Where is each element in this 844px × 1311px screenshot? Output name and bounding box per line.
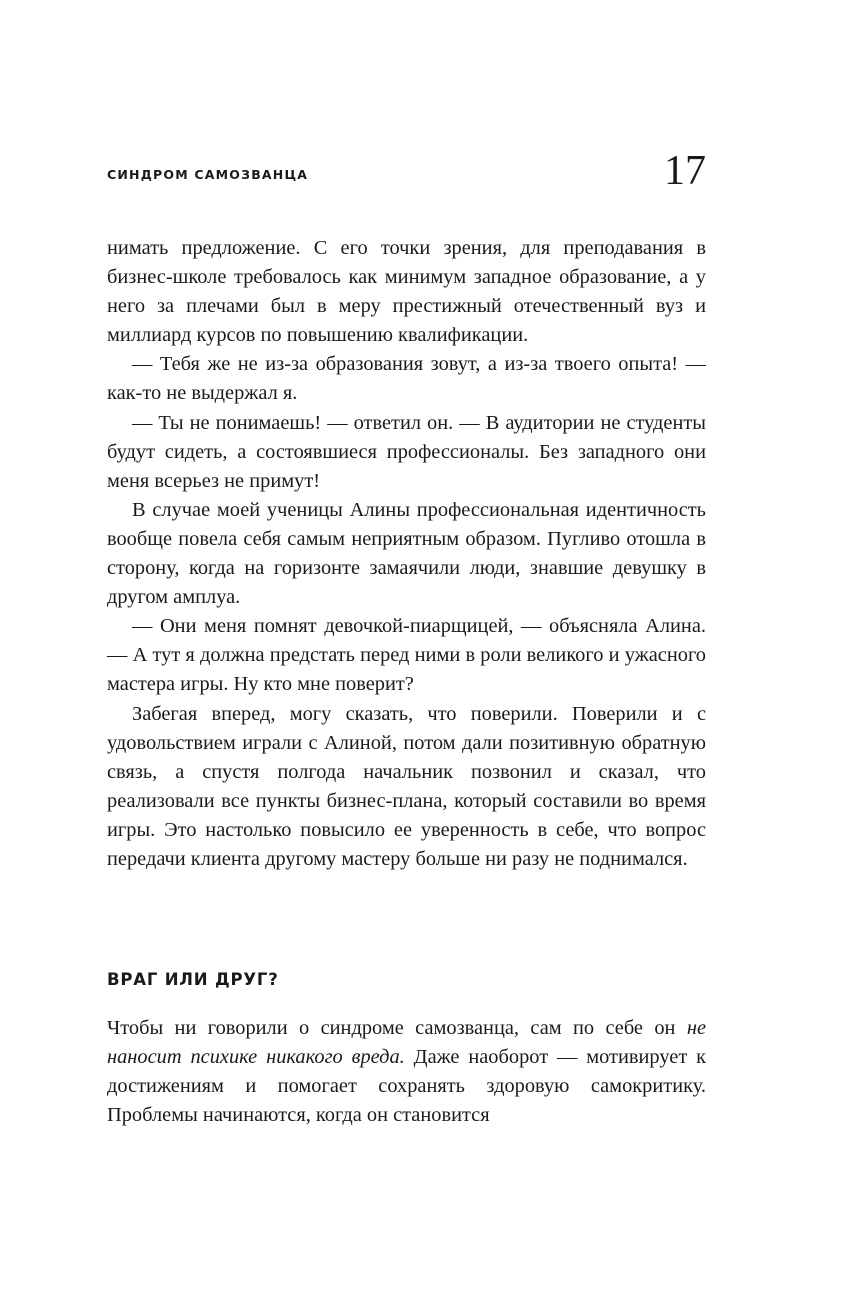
paragraph: — Они меня помнят девочкой-пиарщицей, — объясняла Алина. — А тут я должна предстать перед ними в роли великого и ужасного мастера игры. Ну кто мне поверит? — [107, 615, 706, 696]
running-head: СИНДРОМ САМОЗВАНЦА — [107, 167, 309, 182]
paragraph: — Ты не понимаешь! — ответил он. — В аудитории не студенты будут сидеть, а состоявшиеся профессионалы. Без западного они меня всерьез не примут! — [107, 411, 706, 492]
paragraph — [107, 1014, 706, 1130]
section2-body — [107, 1014, 706, 1130]
section-heading: ВРАГ ИЛИ ДРУГ? — [107, 970, 279, 989]
paragraph: Забегая вперед, могу сказать, что поверили. Поверили и с удовольствием играли с Алиной, потом дали позитивную обратную связь, а спустя полгода начальник позвонил и сказал, что реализовали все пункты бизнес-плана, который составили во время игры. Это настолько повысило ее уверенность в себе, что вопрос передачи клиента другому мастеру больше ни разу не поднимался. — [107, 702, 706, 870]
section-body — [107, 234, 706, 874]
paragraph: нимать предложение. С его точки зрения, для преподавания в бизнес-школе требовалось как минимум западное образование, а у него за плечами был в меру престижный отечественный вуз и миллиард курсов по повышению квалификации. — [107, 237, 706, 347]
paragraph: — Тебя же не из-за образования зовут, а из-за твоего опыта! — как-то не выдержал я. — [107, 353, 706, 405]
text-run: Чтобы ни говорили о синдроме самозванца, сам по себе он — [107, 1017, 687, 1039]
italic-text-run: не наносит психике никакого вреда. — [107, 1017, 706, 1069]
text-run: Даже наоборот — мотивирует к достижениям и помогает сохранять здоровую самокритику. Проблемы начинаются, когда он становится — [107, 1046, 706, 1127]
paragraph: В случае моей ученицы Алины профессиональная идентичность вообще повела себя самым неприятным образом. Пугливо отошла в сторону, когда на горизонте замаячили люди, знавшие девушку в другом амплуа. — [107, 498, 706, 609]
page-number: 17 — [664, 148, 706, 194]
